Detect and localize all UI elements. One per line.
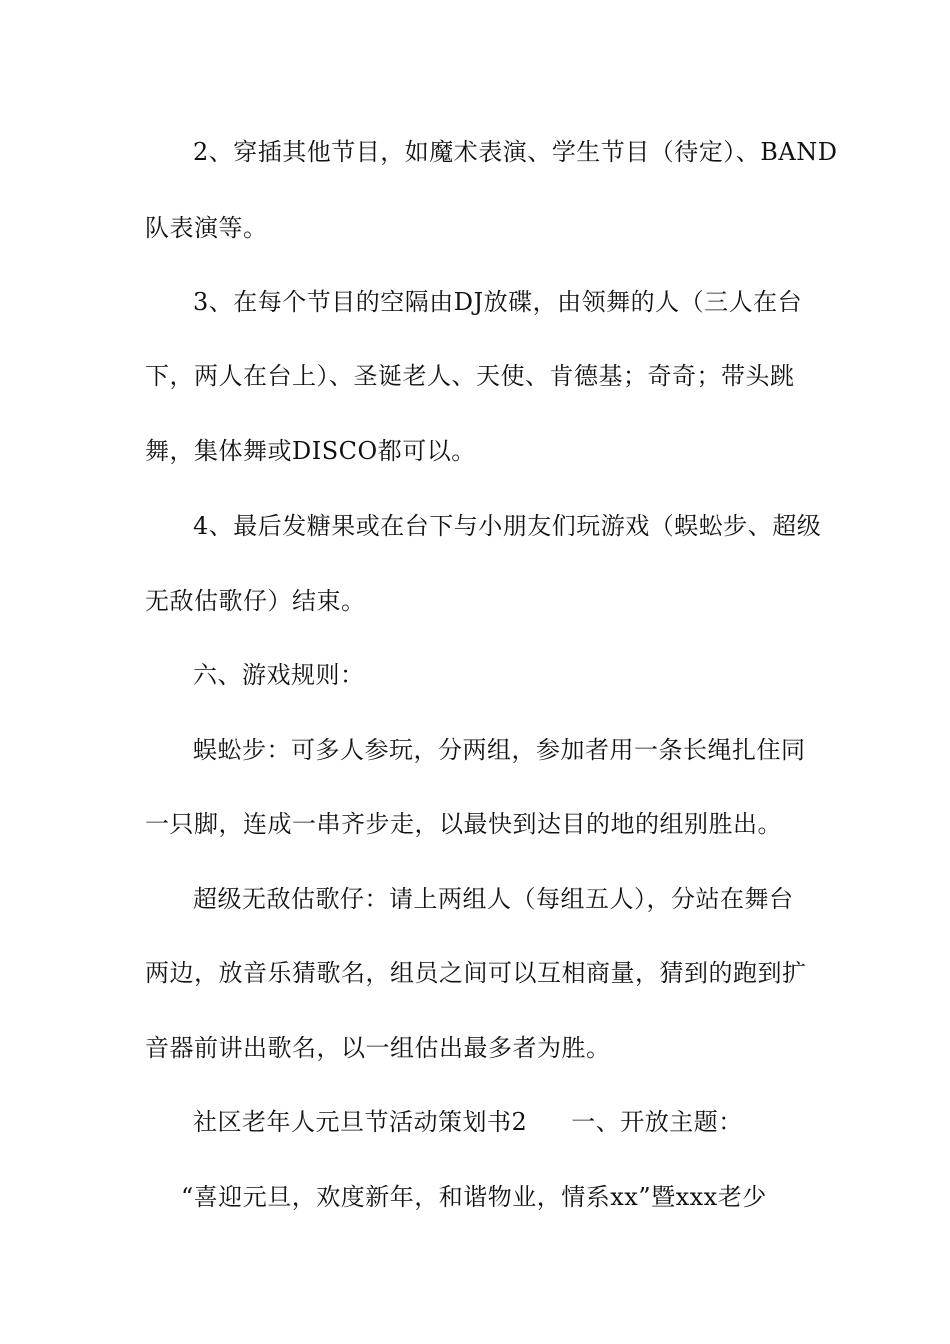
paragraph-line: 音器前讲出歌名，以一组估出最多者为胜。: [145, 1034, 611, 1062]
paragraph-line: 下，两人在台上）、圣诞老人、天使、肯德基；奇奇；带头跳: [145, 362, 795, 390]
section-heading: 一、开放主题：: [571, 1108, 743, 1136]
paragraph-line: 3、在每个节目的空隔由DJ放碟，由领舞的人（三人在台: [193, 288, 803, 316]
paragraph-line: 4、最后发糖果或在台下与小朋友们玩游戏（蜈蚣步、超级: [193, 512, 822, 540]
document-title: 社区老年人元旦节活动策划书2: [193, 1108, 528, 1136]
paragraph-line: 蜈蚣步：可多人参玩，分两组，参加者用一条长绳扎住同: [193, 736, 806, 764]
section-heading: 六、游戏规则：: [193, 661, 365, 689]
paragraph-line: 一只脚，连成一串齐步走，以最快到达目的地的组别胜出。: [145, 810, 782, 838]
paragraph-line: 队表演等。: [145, 214, 268, 242]
paragraph-line: “喜迎元旦，欢度新年，和谐物业，情系xx”暨xxx老少: [181, 1183, 767, 1211]
paragraph-line: 舞，集体舞或DISCO都可以。: [145, 437, 476, 465]
paragraph-line: 无敌估歌仔）结束。: [145, 587, 366, 615]
paragraph-line: 2、穿插其他节目，如魔术表演、学生节目（待定）、BAND: [193, 138, 838, 166]
paragraph-line: 两边，放音乐猜歌名，组员之间可以互相商量，猜到的跑到扩: [145, 959, 807, 987]
paragraph-line: 超级无敌估歌仔：请上两组人（每组五人），分站在舞台: [193, 885, 794, 913]
title-line: [193, 1106, 863, 1138]
